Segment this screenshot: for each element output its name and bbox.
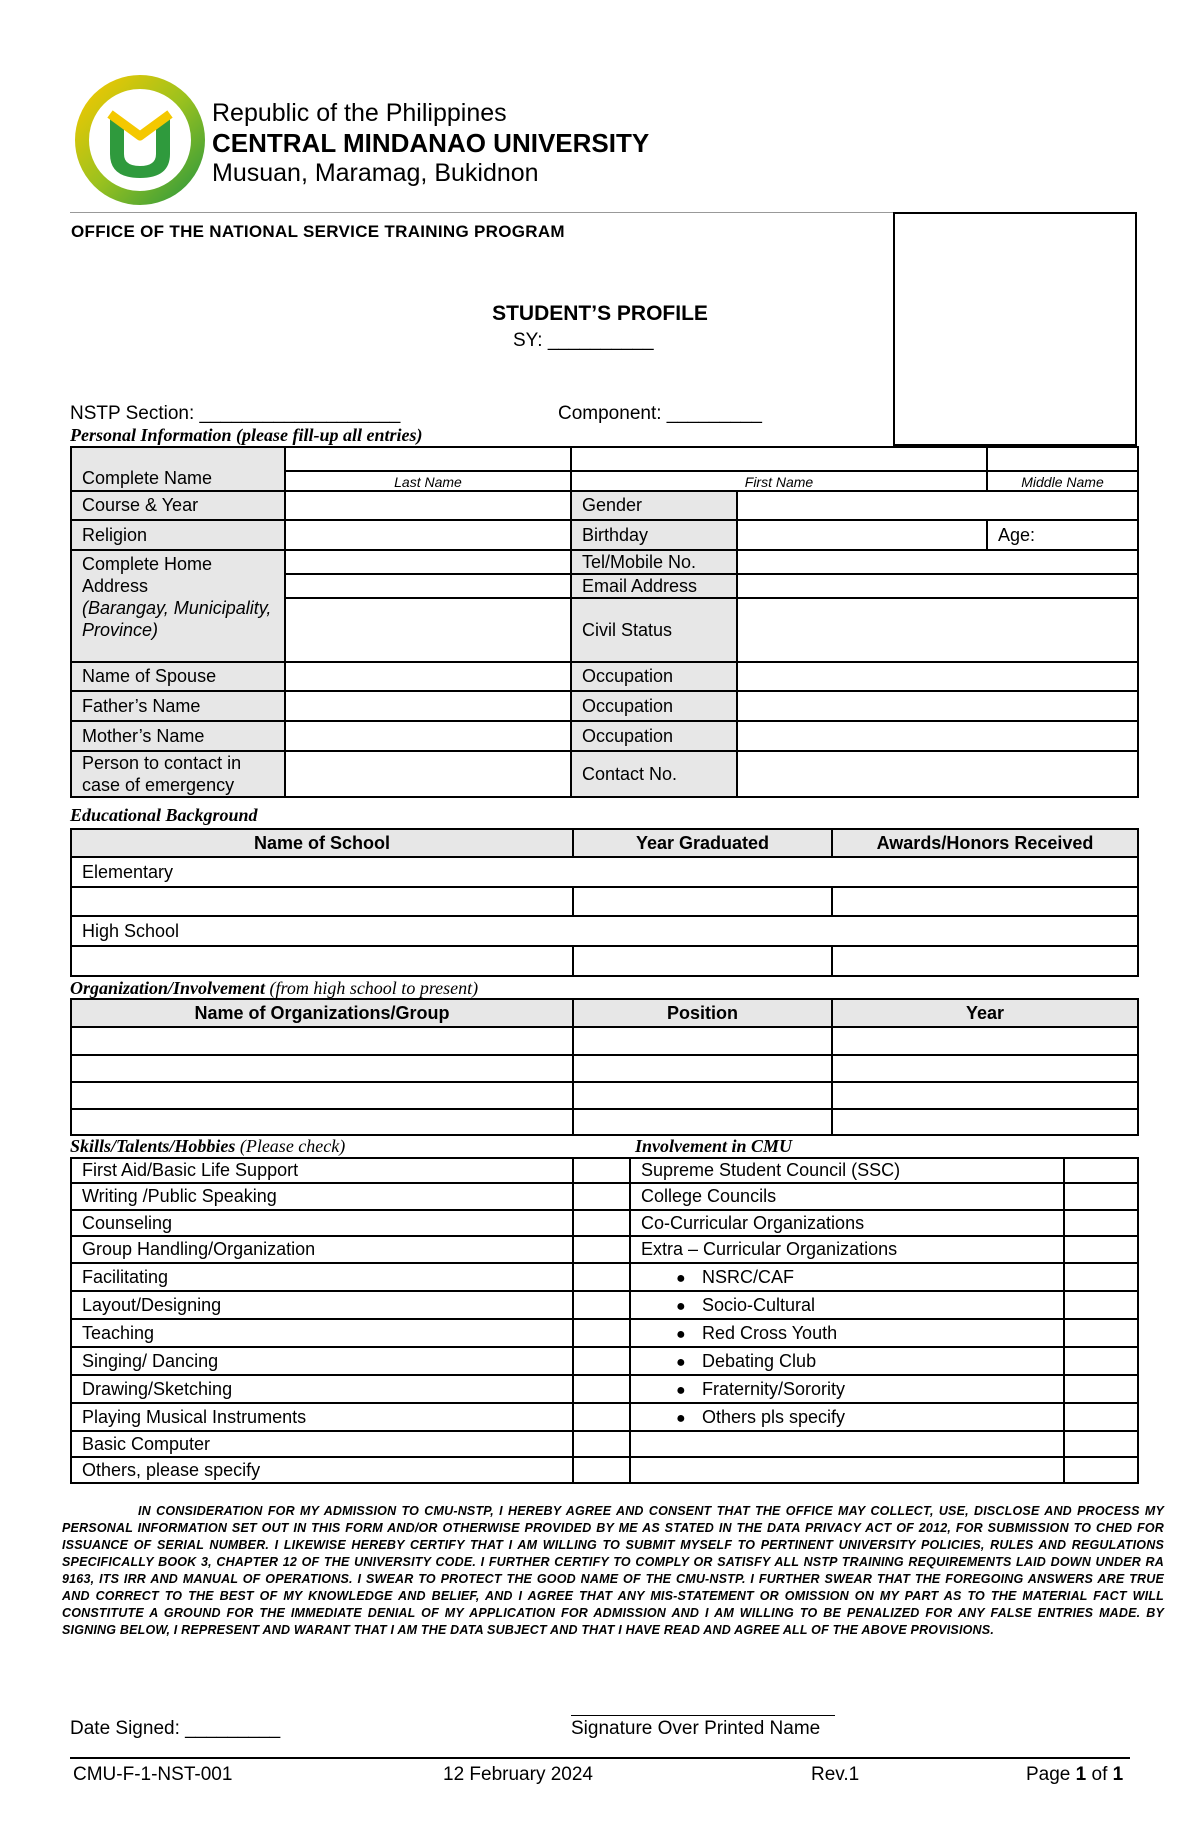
skill-label: Layout/Designing xyxy=(71,1291,573,1319)
high-school-year-input[interactable] xyxy=(573,946,832,976)
skills-heading-text: Skills/Talents/Hobbies xyxy=(70,1136,236,1156)
involvement-sub-item xyxy=(630,1403,1064,1431)
skills-involvement-table xyxy=(70,1157,1139,1484)
religion-label: Religion xyxy=(71,520,285,550)
high-school-input[interactable] xyxy=(71,946,573,976)
course-year-input[interactable] xyxy=(285,491,571,520)
education-heading: Educational Background xyxy=(70,805,258,825)
skill-label: Others, please specify xyxy=(71,1457,573,1483)
emergency-label: Person to contact in case of emergency xyxy=(71,751,285,797)
republic-text: Republic of the Philippines xyxy=(212,99,507,127)
skill-checkbox[interactable] xyxy=(573,1263,630,1291)
spouse-label: Name of Spouse xyxy=(71,662,285,691)
gender-label: Gender xyxy=(571,491,737,520)
first-name-input[interactable] xyxy=(571,447,987,471)
skill-label: Drawing/Sketching xyxy=(71,1375,573,1403)
year-graduated-column-header: Year Graduated xyxy=(573,829,832,857)
skill-label: Teaching xyxy=(71,1319,573,1347)
year-input[interactable] xyxy=(832,1027,1138,1055)
signature-label: Signature Over Printed Name xyxy=(571,1718,821,1739)
involvement-checkbox[interactable] xyxy=(1064,1375,1138,1403)
involvement-checkbox[interactable] xyxy=(1064,1236,1138,1263)
email-label: Email Address xyxy=(571,574,737,598)
elementary-school-input[interactable] xyxy=(71,887,573,916)
org-input[interactable] xyxy=(71,1082,573,1109)
spouse-occupation-input[interactable] xyxy=(737,662,1138,691)
gender-input[interactable] xyxy=(737,491,1138,520)
involvement-blank[interactable] xyxy=(630,1457,1064,1483)
father-occupation-input[interactable] xyxy=(737,691,1138,721)
age-field[interactable] xyxy=(987,520,1138,550)
position-column-header: Position xyxy=(573,999,832,1027)
mother-label: Mother’s Name xyxy=(71,721,285,751)
header-divider xyxy=(70,212,894,213)
skill-checkbox[interactable] xyxy=(573,1431,630,1457)
spouse-occupation-label: Occupation xyxy=(571,662,737,691)
skill-checkbox[interactable] xyxy=(573,1291,630,1319)
emergency-input[interactable] xyxy=(285,751,571,797)
involvement-label: Supreme Student Council (SSC) xyxy=(630,1158,1064,1183)
school-column-header: Name of School xyxy=(71,829,573,857)
civil-status-input[interactable] xyxy=(737,598,1138,662)
first-name-caption: First Name xyxy=(571,471,987,491)
contact-no-input[interactable] xyxy=(737,751,1138,797)
involvement-label: College Councils xyxy=(630,1183,1064,1210)
nstp-section-field[interactable]: NSTP Section: ___________________ xyxy=(70,403,401,424)
consent-statement xyxy=(62,1503,1164,1639)
skills-heading xyxy=(70,1136,345,1157)
organization-heading-text: Organization/Involvement xyxy=(70,978,266,998)
page-of: of xyxy=(1086,1764,1113,1785)
complete-name-label: Complete Name xyxy=(71,447,285,491)
page-total: 1 xyxy=(1112,1764,1124,1785)
middle-name-input[interactable] xyxy=(987,447,1138,471)
skill-checkbox[interactable] xyxy=(573,1158,630,1183)
consent-text: IN CONSIDERATION FOR MY ADMISSION TO CMU-NSTP, I HEREBY AGREE AND CONSENT THAT THE OFFICE MAY COLLECT, USE, DISCLOSE AND PROCESS MY PERSONAL INFORMATION SET OUT IN THIS FORM AND/OR OTHERWISE PROVIDED BY ME AS STATED IN THE DATA PRIVACY ACT OF 2012, FOR SUBMISSION TO CHED FOR ISSUANCE OF SERIAL NUMBER. I LIKEWISE HEREBY CERTIFY THAT I AM WILLING TO SUBMIT MYSELF TO PERTINENT UNIVERSITY POLICIES, RULES AND REGULATIONS SPECIFICALLY BOOK 3, CHAPTER 12 OF THE UNIVERSITY CODE. I FURTHER CERTIFY TO COMPLY OR SATISFY ALL NSTP TRAINING REQUIREMENTS LAID DOWN UNDER RA 9163, ITS IRR AND MANUAL OF OPERATIONS. I SWEAR TO PROTECT THE GOOD NAME OF THE CMU-NSTP. I FURTHER SWEAR THAT THE FOREGOING ANSWERS ARE TRUE AND CORRECT TO THE BEST OF MY KNOWLEDGE AND BELIEF, AND I AGREE THAT ANY MIS-STATEMENT OR OMISSION ON MY PART AS TO THE MATERIAL FACT WILL CONSTITUTE A GROUND FOR THE IMMEDIATE DENIAL OF MY APPLICATION FOR ADMISSION AND I AM WILLING TO BE PENALIZED FOR ANY FALSE ENTRIES MADE. BY SIGNING BELOW, I REPRESENT AND WARANT THAT I AM THE DATA SUBJECT AND THAT I HAVE READ AND AGREE ALL OF THE ABOVE PROVISIONS. xyxy=(62,1504,1164,1637)
involvement-checkbox[interactable] xyxy=(1064,1403,1138,1431)
involvement-sub-item xyxy=(630,1375,1064,1403)
last-name-input[interactable] xyxy=(285,447,571,471)
involvement-checkbox[interactable] xyxy=(1064,1431,1138,1457)
involvement-sub-label: Socio-Cultural xyxy=(702,1294,816,1315)
involvement-checkbox[interactable] xyxy=(1064,1158,1138,1183)
page-prefix: Page xyxy=(1026,1764,1076,1785)
form-code: CMU-F-1-NST-001 xyxy=(73,1764,233,1785)
address-label-text: Complete Home Address xyxy=(82,554,213,596)
involvement-checkbox[interactable] xyxy=(1064,1210,1138,1236)
involvement-sub-label: Debating Club xyxy=(702,1350,817,1371)
signature-line[interactable] xyxy=(571,1715,835,1716)
skill-checkbox[interactable] xyxy=(573,1375,630,1403)
skill-checkbox[interactable] xyxy=(573,1236,630,1263)
form-revision: Rev.1 xyxy=(811,1764,860,1785)
cmu-logo xyxy=(74,74,206,206)
form-date: 12 February 2024 xyxy=(443,1764,593,1785)
involvement-sub-label: NSRC/CAF xyxy=(702,1266,795,1287)
skill-checkbox[interactable] xyxy=(573,1347,630,1375)
last-name-caption: Last Name xyxy=(285,471,571,491)
address-note: (Barangay, Municipality, Province) xyxy=(82,598,272,640)
contact-no-label: Contact No. xyxy=(571,751,737,797)
mother-occupation-input[interactable] xyxy=(737,721,1138,751)
involvement-heading: Involvement in CMU xyxy=(635,1136,793,1156)
address-input-2[interactable] xyxy=(285,574,571,598)
year-input[interactable] xyxy=(832,1109,1138,1135)
personal-info-table xyxy=(70,446,1139,798)
page-current: 1 xyxy=(1075,1764,1087,1785)
elementary-label: Elementary xyxy=(71,857,1138,887)
age-label: Age: xyxy=(998,524,1036,545)
skills-heading-note: (Please check) xyxy=(239,1136,346,1156)
high-school-awards-input[interactable] xyxy=(832,946,1138,976)
page-number xyxy=(1026,1764,1123,1786)
bullet-icon: ● xyxy=(676,1269,686,1287)
involvement-checkbox[interactable] xyxy=(1064,1457,1138,1483)
birthday-label: Birthday xyxy=(571,520,737,550)
father-occupation-label: Occupation xyxy=(571,691,737,721)
office-title: OFFICE OF THE NATIONAL SERVICE TRAINING PROGRAM xyxy=(71,222,565,241)
education-table xyxy=(70,828,1139,977)
involvement-checkbox[interactable] xyxy=(1064,1347,1138,1375)
bullet-icon: ● xyxy=(676,1381,686,1399)
position-input[interactable] xyxy=(573,1055,832,1082)
skill-label: Basic Computer xyxy=(71,1431,573,1457)
involvement-checkbox[interactable] xyxy=(1064,1183,1138,1210)
course-year-label: Course & Year xyxy=(71,491,285,520)
date-signed-field[interactable]: Date Signed: _________ xyxy=(70,1718,281,1739)
elementary-year-input[interactable] xyxy=(573,887,832,916)
mother-input[interactable] xyxy=(285,721,571,751)
org-input[interactable] xyxy=(71,1055,573,1082)
university-header xyxy=(212,98,649,188)
address-label xyxy=(71,550,285,662)
organization-heading-note: (from high school to present) xyxy=(269,978,479,998)
year-input[interactable] xyxy=(832,1055,1138,1082)
skill-label: Writing /Public Speaking xyxy=(71,1183,573,1210)
org-input[interactable] xyxy=(71,1027,573,1055)
involvement-sub-item xyxy=(630,1347,1064,1375)
school-year-field[interactable]: SY: __________ xyxy=(513,330,654,351)
photo-box[interactable] xyxy=(893,212,1137,446)
involvement-label: Extra – Curricular Organizations xyxy=(630,1236,1064,1263)
awards-column-header: Awards/Honors Received xyxy=(832,829,1138,857)
position-input[interactable] xyxy=(573,1109,832,1135)
father-input[interactable] xyxy=(285,691,571,721)
skill-checkbox[interactable] xyxy=(573,1183,630,1210)
father-label: Father’s Name xyxy=(71,691,285,721)
year-input[interactable] xyxy=(832,1082,1138,1109)
birthday-input[interactable] xyxy=(737,520,987,550)
bullet-icon: ● xyxy=(676,1297,686,1315)
position-input[interactable] xyxy=(573,1082,832,1109)
org-input[interactable] xyxy=(71,1109,573,1135)
involvement-checkbox[interactable] xyxy=(1064,1291,1138,1319)
skill-checkbox[interactable] xyxy=(573,1403,630,1431)
skill-checkbox[interactable] xyxy=(573,1210,630,1236)
involvement-sub-item xyxy=(630,1263,1064,1291)
involvement-checkbox[interactable] xyxy=(1064,1319,1138,1347)
involvement-sub-label: Fraternity/Sorority xyxy=(702,1378,846,1399)
involvement-checkbox[interactable] xyxy=(1064,1263,1138,1291)
involvement-sub-item xyxy=(630,1319,1064,1347)
high-school-label: High School xyxy=(71,916,1138,946)
involvement-sub-item xyxy=(630,1291,1064,1319)
skill-checkbox[interactable] xyxy=(573,1457,630,1483)
university-name: CENTRAL MINDANAO UNIVERSITY xyxy=(212,128,650,158)
spouse-input[interactable] xyxy=(285,662,571,691)
involvement-label: Co-Curricular Organizations xyxy=(630,1210,1064,1236)
tel-label: Tel/Mobile No. xyxy=(571,550,737,574)
middle-name-caption: Middle Name xyxy=(987,471,1138,491)
organization-table xyxy=(70,998,1139,1136)
skill-label: Group Handling/Organization xyxy=(71,1236,573,1263)
address-input-1[interactable] xyxy=(285,550,571,574)
mother-occupation-label: Occupation xyxy=(571,721,737,751)
footer-divider xyxy=(70,1757,1130,1759)
form-title: STUDENT’S PROFILE xyxy=(492,302,708,325)
bullet-icon: ● xyxy=(676,1409,686,1427)
religion-input[interactable] xyxy=(285,520,571,550)
involvement-sub-label: Others pls specify xyxy=(702,1406,846,1427)
skill-label: First Aid/Basic Life Support xyxy=(71,1158,573,1183)
skill-label: Singing/ Dancing xyxy=(71,1347,573,1375)
org-name-column-header: Name of Organizations/Group xyxy=(71,999,573,1027)
organization-heading xyxy=(70,978,478,999)
skill-checkbox[interactable] xyxy=(573,1319,630,1347)
involvement-sub-label: Red Cross Youth xyxy=(702,1322,838,1343)
position-input[interactable] xyxy=(573,1027,832,1055)
university-location: Musuan, Maramag, Bukidnon xyxy=(212,159,539,187)
involvement-blank[interactable] xyxy=(630,1431,1064,1457)
tel-input[interactable] xyxy=(737,550,1138,574)
year-column-header: Year xyxy=(832,999,1138,1027)
bullet-icon: ● xyxy=(676,1353,686,1371)
elementary-awards-input[interactable] xyxy=(832,887,1138,916)
personal-info-heading: Personal Information (please fill-up all entries) xyxy=(70,425,423,445)
skill-label: Counseling xyxy=(71,1210,573,1236)
civil-status-label: Civil Status xyxy=(571,598,737,662)
address-input-3[interactable] xyxy=(285,598,571,662)
skill-label: Playing Musical Instruments xyxy=(71,1403,573,1431)
bullet-icon: ● xyxy=(676,1325,686,1343)
component-field[interactable]: Component: _________ xyxy=(558,403,762,424)
skill-label: Facilitating xyxy=(71,1263,573,1291)
email-input[interactable] xyxy=(737,574,1138,598)
